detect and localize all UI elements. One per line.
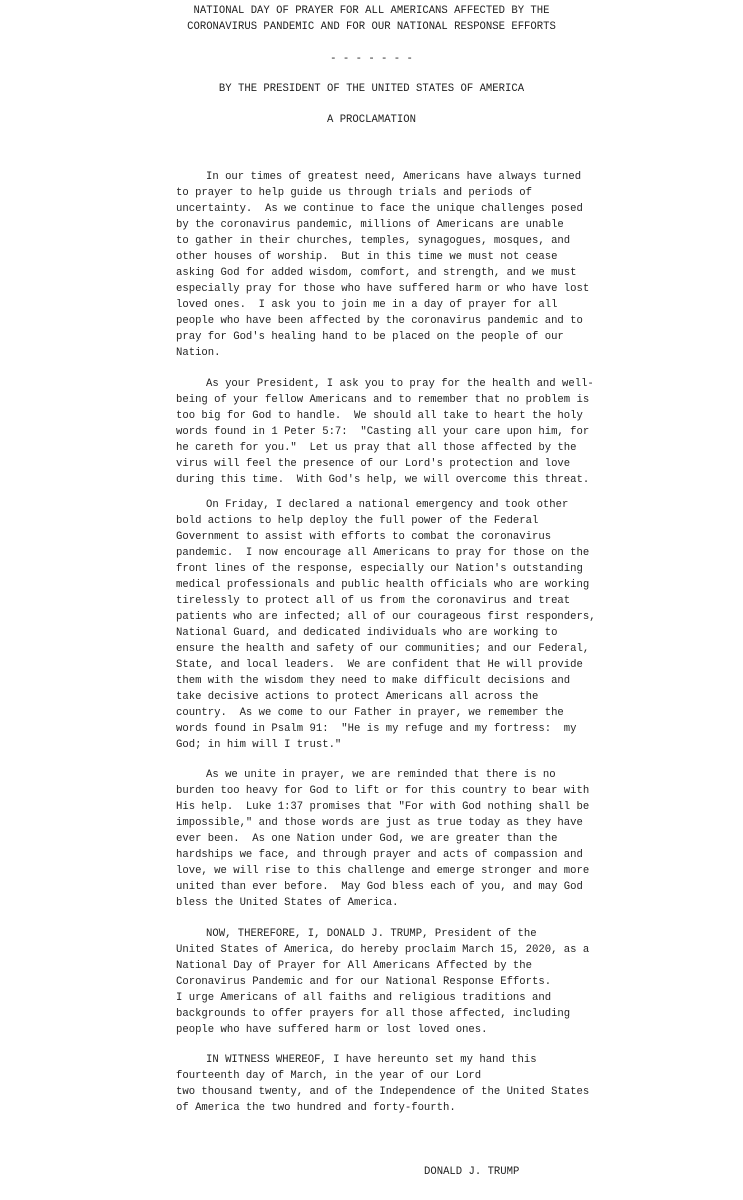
paragraph-line: impossible," and those words are just as true today as they have	[176, 817, 583, 829]
paragraph-line: words found in Psalm 91: "He is my refuge and my fortress: my	[176, 723, 577, 735]
proclamation-title-line-1: NATIONAL DAY OF PRAYER FOR ALL AMERICANS AFFECTED BY THE	[193, 5, 550, 17]
paragraph-line: Government to assist with efforts to combat the coronavirus	[176, 531, 552, 543]
paragraph-line: loved ones. I ask you to join me in a day of prayer for all	[176, 299, 558, 311]
paragraph-line: National Guard, and dedicated individuals who are working to	[176, 627, 558, 639]
paragraph-line: to prayer to help guide us through trials and periods of	[176, 187, 533, 199]
paragraph-line: State, and local leaders. We are confident that He will provide	[176, 659, 583, 671]
paragraph-line: being of your fellow Americans and to remember that no problem is	[176, 394, 590, 406]
paragraph-line: people who have suffered harm or lost loved ones.	[176, 1024, 488, 1036]
paragraph-line: front lines of the response, especially our Nation's outstanding	[176, 563, 583, 575]
title-separator: - - - - - - -	[330, 53, 413, 65]
paragraph-line: On Friday, I declared a national emergency and took other	[206, 499, 569, 511]
paragraph-line: ensure the health and safety of our communities; and our Federal,	[176, 643, 590, 655]
paragraph-line: God; in him will I trust."	[176, 739, 342, 751]
proclamation-subtitle: A PROCLAMATION	[326, 114, 416, 126]
paragraph-line: bold actions to help deploy the full power of the Federal	[176, 515, 539, 527]
paragraph-line: As we unite in prayer, we are reminded that there is no	[206, 769, 556, 781]
paragraph-line: asking God for added wisdom, comfort, and strength, and we must	[176, 267, 577, 279]
paragraph-line: Nation.	[176, 347, 221, 359]
paragraph-line: too big for God to handle. We should all take to heart the holy	[176, 410, 583, 422]
signature: DONALD J. TRUMP	[424, 1166, 520, 1178]
paragraph-line: them with the wisdom they need to make difficult decisions and	[176, 675, 571, 687]
paragraph-line: pandemic. I now encourage all Americans to pray for those on the	[176, 547, 590, 559]
paragraph-line: IN WITNESS WHEREOF, I have hereunto set my hand this	[206, 1054, 537, 1066]
paragraph-line: people who have been affected by the coronavirus pandemic and to	[176, 315, 583, 327]
paragraph-line: fourteenth day of March, in the year of our Lord	[176, 1070, 482, 1082]
paragraph-line: to gather in their churches, temples, synagogues, mosques, and	[176, 235, 571, 247]
paragraph-line: In our times of greatest need, Americans have always turned	[206, 171, 582, 183]
paragraph-line: ever been. As one Nation under God, we are greater than the	[176, 833, 558, 845]
paragraph-line: love, we will rise to this challenge and emerge stronger and more	[176, 865, 590, 877]
paragraph-line: pray for God's healing hand to be placed on the people of our	[176, 331, 564, 343]
paragraph-line: words found in 1 Peter 5:7: "Casting all your care upon him, for	[176, 426, 590, 438]
paragraph-line: National Day of Prayer for All Americans Affected by the	[176, 960, 533, 972]
paragraph-line: I urge Americans of all faiths and religious traditions and	[176, 992, 552, 1004]
paragraph-line: take decisive actions to protect Americans all across the	[176, 691, 539, 703]
paragraph-line: His help. Luke 1:37 promises that "For with God nothing shall be	[176, 801, 590, 813]
paragraph-line: during this time. With God's help, we will overcome this threat.	[176, 474, 590, 486]
paragraph-line: bless the United States of America.	[176, 897, 399, 909]
paragraph-line: two thousand twenty, and of the Independence of the United States	[176, 1086, 590, 1098]
paragraph-line: uncertainty. As we continue to face the unique challenges posed	[176, 203, 583, 215]
paragraph-line: virus will feel the presence of our Lord's protection and love	[176, 458, 571, 470]
paragraph-line: united than ever before. May God bless each of you, and may God	[176, 881, 583, 893]
paragraph-line: medical professionals and public health officials who are working	[176, 579, 590, 591]
byline: BY THE PRESIDENT OF THE UNITED STATES OF AMERICA	[218, 83, 525, 95]
proclamation-title-line-2: CORONAVIRUS PANDEMIC AND FOR OUR NATIONAL RESPONSE EFFORTS	[187, 21, 556, 33]
paragraph-line: patients who are infected; all of our courageous first responders,	[176, 611, 596, 623]
paragraph-line: other houses of worship. But in this time we must not cease	[176, 251, 558, 263]
paragraph-line: United States of America, do hereby proclaim March 15, 2020, as a	[176, 944, 590, 956]
paragraph-line: As your President, I ask you to pray for the health and well-	[206, 378, 594, 390]
paragraph-line: tirelessly to protect all of us from the coronavirus and treat	[176, 595, 571, 607]
paragraph-line: NOW, THEREFORE, I, DONALD J. TRUMP, President of the	[206, 928, 537, 940]
paragraph-line: especially pray for those who have suffered harm or who have lost	[176, 283, 590, 295]
paragraph-line: he careth for you." Let us pray that all those affected by the	[176, 442, 577, 454]
paragraph-line: Coronavirus Pandemic and for our National Response Efforts.	[176, 976, 552, 988]
paragraph-line: by the coronavirus pandemic, millions of Americans are unable	[176, 219, 564, 231]
paragraph-line: hardships we face, and through prayer and acts of compassion and	[176, 849, 583, 861]
paragraph-line: of America the two hundred and forty-fourth.	[176, 1102, 456, 1114]
paragraph-line: country. As we come to our Father in prayer, we remember the	[176, 707, 564, 719]
paragraph-line: backgrounds to offer prayers for all those affected, including	[176, 1008, 571, 1020]
paragraph-line: burden too heavy for God to lift or for this country to bear with	[176, 785, 590, 797]
